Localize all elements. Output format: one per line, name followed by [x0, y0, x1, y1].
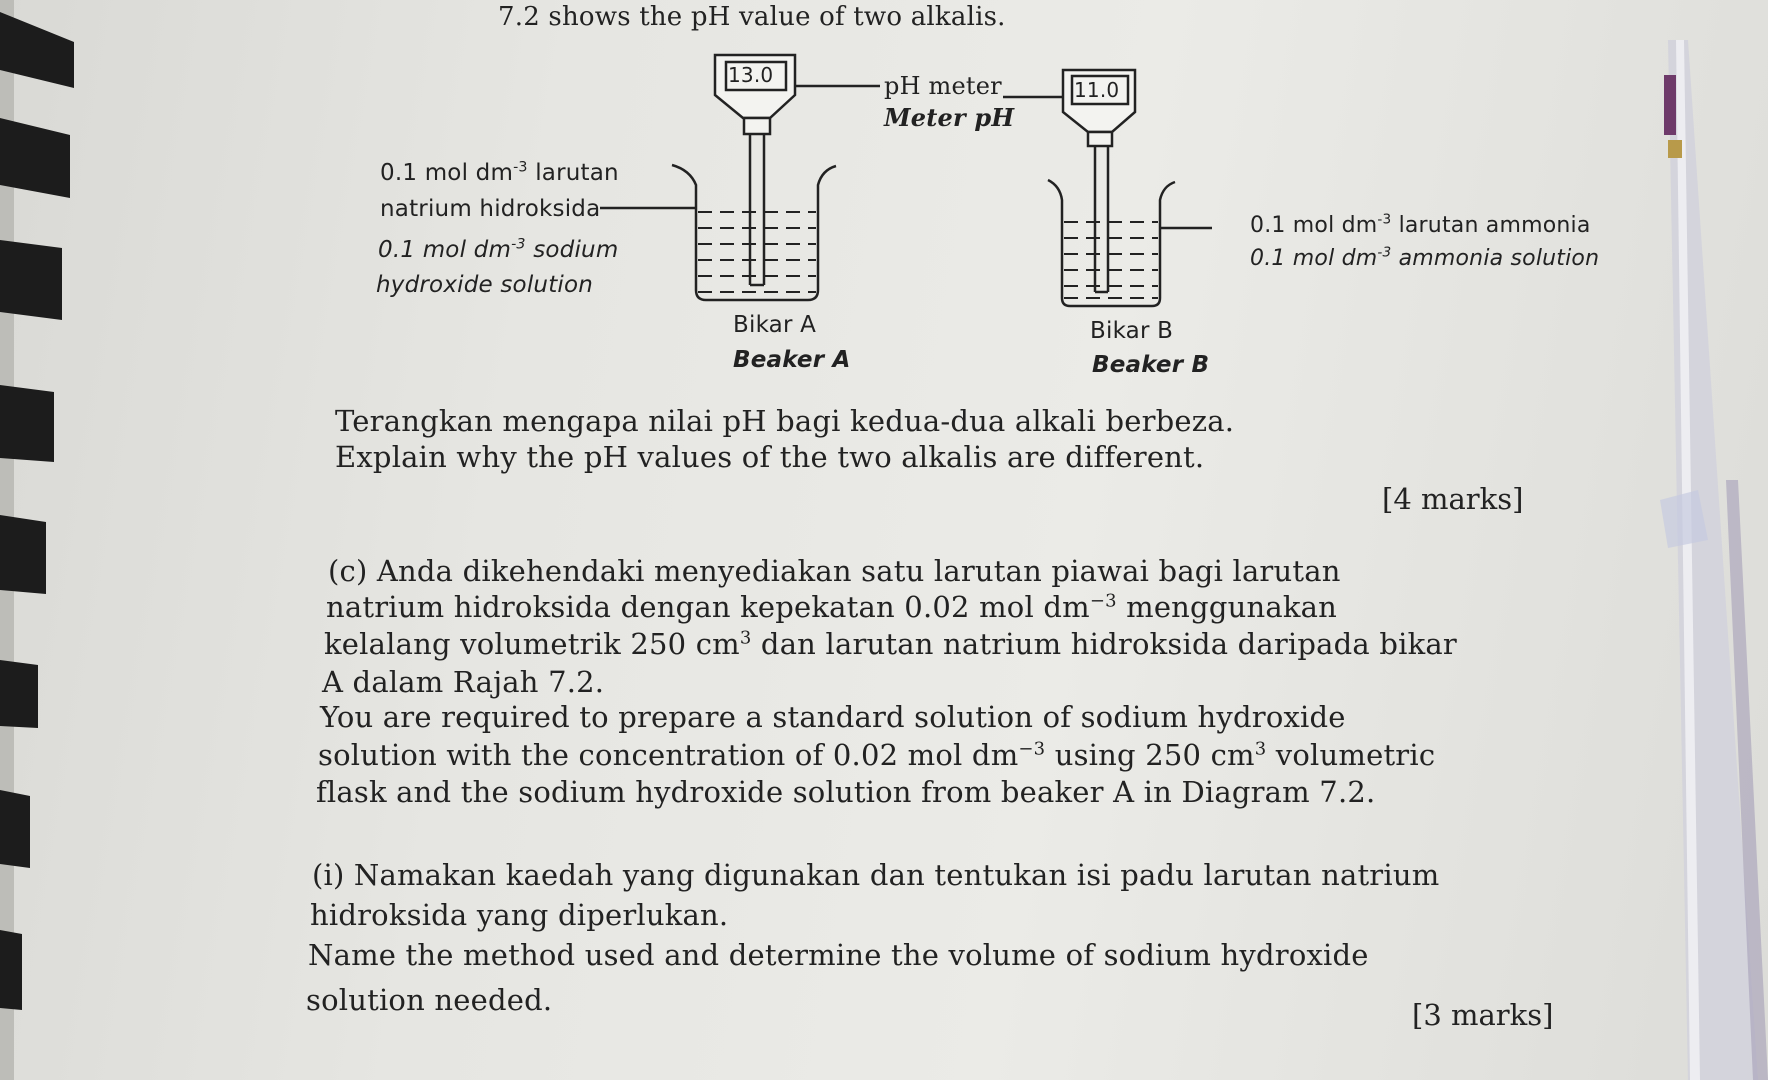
beaker-a-label-ms: Bikar A [733, 312, 817, 338]
ammonia-label-ms: 0.1 mol $dm^{-3}$ larutan ammonia [1250, 211, 1591, 238]
question-c-ms-1: (c) Anda dikehendaki menyediakan satu larutan piawai bagi larutan [328, 554, 1341, 588]
question-b-en: Explain why the pH values of the two alkalis are different. [335, 440, 1205, 474]
question-c-en-2: solution with the concentration of 0.02 mol $dm^{-3}$ using 250 $cm^3$ volumetric [318, 738, 1436, 772]
naoh-label-en-2: hydroxide solution [376, 272, 594, 298]
beaker-b-label-ms: Bikar B [1090, 318, 1174, 344]
naoh-label-ms-1: 0.1 mol $dm^{-3}$ larutan [380, 159, 619, 186]
beaker-b-label-en: Beaker B [1092, 352, 1210, 378]
question-c-en-1: You are required to prepare a standard solution of sodium hydroxide [320, 700, 1346, 734]
question-c-i-ms-2: hidroksida yang diperlukan. [310, 898, 729, 932]
beaker-a-label-en: Beaker A [733, 347, 851, 373]
ph-meter-a [715, 55, 880, 285]
beaker-a [600, 165, 836, 300]
ph-meter-label-en: Meter pH [884, 103, 1015, 132]
question-b-marks: [4 marks] [1382, 482, 1524, 516]
question-c-i-en-1: Name the method used and determine the volume of sodium hydroxide [308, 938, 1369, 972]
ammonia-label-en: 0.1 mol $dm^{-3}$ ammonia solution [1250, 244, 1600, 271]
header-fragment: 7.2 shows the pH value of two alkalis. [498, 2, 1006, 32]
question-c-ms-3: kelalang volumetrik 250 $cm^3$ dan larutan natrium hidroksida daripada bikar [324, 627, 1457, 661]
question-c-i-marks: [3 marks] [1412, 998, 1554, 1032]
question-b-ms: Terangkan mengapa nilai pH bagi kedua-dua alkali berbeza. [335, 404, 1235, 438]
question-c-i-en-2: solution needed. [306, 983, 553, 1017]
ph-meter-b [1003, 70, 1135, 292]
question-c-ms-4: A dalam Rajah 7.2. [322, 665, 605, 699]
question-c-en-3: flask and the sodium hydroxide solution from beaker A in Diagram 7.2. [316, 775, 1376, 809]
meter-a-readout: 13.0 [728, 63, 774, 87]
naoh-label-ms-2: natrium hidroksida [380, 196, 601, 222]
question-c-i-ms-1: (i) Namakan kaedah yang digunakan dan tentukan isi padu larutan natrium [312, 858, 1440, 892]
meter-b-readout: 11.0 [1074, 78, 1120, 102]
question-c-ms-2: natrium hidroksida dengan kepekatan 0.02 mol $dm^{-3}$ menggunakan [326, 590, 1337, 624]
beaker-b [1048, 180, 1212, 306]
naoh-label-en-1: 0.1 mol $dm^{-3}$ sodium [378, 236, 619, 263]
ph-meter-label-ms: pH meter [884, 72, 1002, 100]
